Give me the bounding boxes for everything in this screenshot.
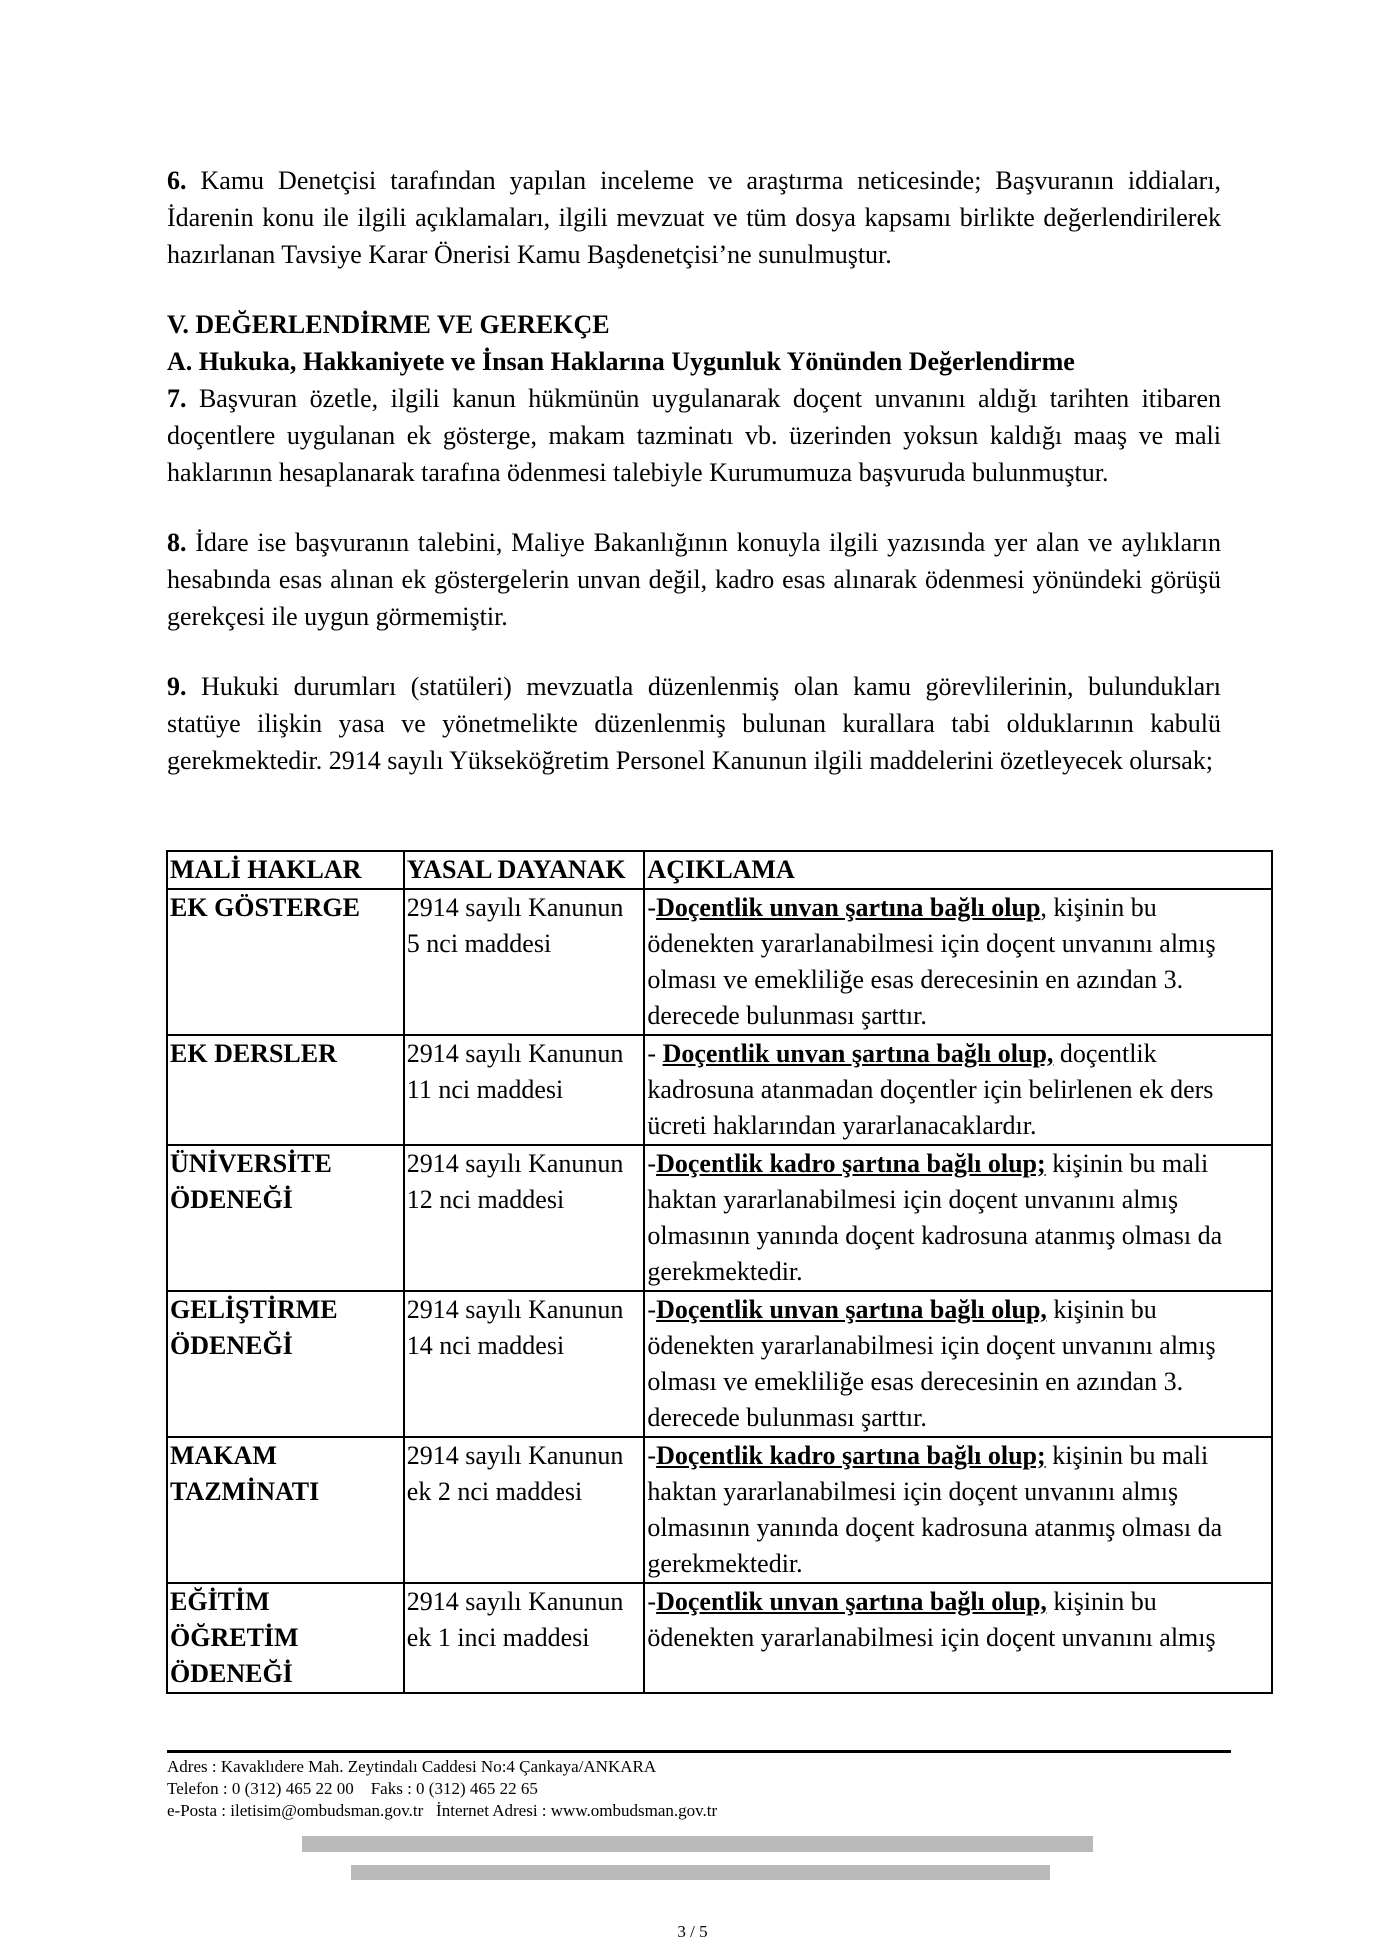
cell-description [644, 1035, 1272, 1145]
cell-legal-basis: 2914 sayılı Kanunun 5 nci maddesi [404, 889, 645, 1035]
paragraph-8 [167, 524, 1221, 635]
footer-phone: Telefon : 0 (312) 465 22 00 Faks : 0 (312) 465 22 65 [167, 1779, 538, 1798]
paragraph-7 [167, 380, 1221, 491]
paragraph-number: 8. [167, 528, 187, 557]
paragraph-text: İdare ise başvuranın talebini, Maliye Bakanlığının konuyla ilgili yazısında yer alan ve aylıkların hesabında esas alınan ek göstergelerin unvan değil, kadro esas alınarak ödenmesi yönündeki görüşü gerekçesi ile uygun görmemiştir. [167, 528, 1221, 631]
paragraph-number: 7. [167, 384, 187, 413]
paragraph-text: Başvuran özetle, ilgili kanun hükmünün uygulanarak doçent unvanını aldığı tarihten itibaren doçentlere uygulanan ek gösterge, makam tazminatı vb. üzerinden yoksun kaldığı maaş ve mali haklarının hesaplanarak tarafına ödenmesi talebiyle Kurumumuza başvuruda bulunmuştur. [167, 384, 1221, 487]
description-text: kişinin bu ödenekten yararlanabilmesi için doçent unvanını almış olması ve emekliliğe esas derecesinin en azından 3. derecede bulunması şarttır. [647, 1295, 1216, 1432]
cell-legal-basis: 2914 sayılı Kanunun ek 1 inci maddesi [404, 1583, 645, 1693]
cell-right-name: ÜNİVERSİTE ÖDENEĞİ [167, 1145, 404, 1291]
description-prefix: - [647, 1039, 663, 1068]
description-prefix: - [647, 1441, 657, 1470]
cell-description [644, 1291, 1272, 1437]
description-prefix: - [647, 1149, 657, 1178]
paragraph-text: Kamu Denetçisi tarafından yapılan inceleme ve araştırma neticesinde; Başvuranın iddiaları, İdarenin konu ile ilgili açıklamaları, ilgili mevzuat ve tüm dosya kapsamı birlikte değerlendirilerek hazırlanan Tavsiye Karar Önerisi Kamu Başdenetçisi’ne sunulmuştur. [167, 166, 1221, 269]
gray-bar [351, 1865, 1050, 1880]
paragraph-text: Hukuki durumları (statüleri) mevzuatla düzenlenmiş olan kamu görevlilerinin, bulundukları statüye ilişkin yasa ve yönetmelikte düzenlenmiş bulunan kurallara tabi olduklarının kabulü gerekmektedir. 2914 sayılı Yükseköğretim Personel Kanunun ilgili maddelerini özetleyecek olursak; [167, 672, 1221, 775]
description-text: kişinin bu ödenekten yararlanabilmesi için doçent unvanını almış [647, 1587, 1216, 1652]
cell-legal-basis: 2914 sayılı Kanunun 11 nci maddesi [404, 1035, 645, 1145]
description-condition: Doçentlik kadro şartına bağlı olup; [656, 1441, 1046, 1470]
cell-right-name: MAKAM TAZMİNATI [167, 1437, 404, 1583]
cell-description [644, 889, 1272, 1035]
cell-description [644, 1583, 1272, 1693]
footer-divider [167, 1750, 1231, 1753]
cell-legal-basis: 2914 sayılı Kanunun 12 nci maddesi [404, 1145, 645, 1291]
cell-right-name: GELİŞTİRME ÖDENEĞİ [167, 1291, 404, 1437]
cell-right-name: EK GÖSTERGE [167, 889, 404, 1035]
paragraph-6 [167, 162, 1221, 273]
column-header-rights: MALİ HAKLAR [167, 851, 404, 889]
footer-email: e-Posta : iletisim@ombudsman.gov.tr İnternet Adresi : www.ombudsman.gov.tr [167, 1801, 718, 1820]
cell-legal-basis: 2914 sayılı Kanunun 14 nci maddesi [404, 1291, 645, 1437]
description-condition: Doçentlik kadro şartına bağlı olup; [656, 1149, 1046, 1178]
description-text: kişinin bu mali haktan yararlanabilmesi için doçent unvanını almış olmasının yanında doçent kadrosuna atanmış olması da gerekmektedir. [647, 1149, 1223, 1286]
table-row [167, 1437, 1272, 1583]
description-text: doçentlik kadrosuna atanmadan doçentler için belirlenen ek ders ücreti haklarından yararlanacaklardır. [647, 1039, 1214, 1140]
table-row [167, 1583, 1272, 1693]
section-heading: V. DEĞERLENDİRME VE GEREKÇE [167, 310, 610, 339]
description-prefix: - [647, 893, 657, 922]
description-condition: Doçentlik unvan şartına bağlı olup, [656, 1587, 1047, 1616]
description-text: kişinin bu mali haktan yararlanabilmesi için doçent unvanını almış olmasının yanında doçent kadrosuna atanmış olması da gerekmektedir. [647, 1441, 1223, 1578]
footer-address: Adres : Kavaklıdere Mah. Zeytindalı Caddesi No:4 Çankaya/ANKARA [167, 1757, 657, 1776]
cell-description [644, 1145, 1272, 1291]
gray-bar [302, 1836, 1093, 1852]
description-condition: Doçentlik unvan şartına bağlı olup, [662, 1039, 1054, 1068]
footer-contact [167, 1756, 717, 1822]
description-condition: Doçentlik unvan şartına bağlı olup [656, 893, 1041, 922]
table-row [167, 1291, 1272, 1437]
description-prefix: - [647, 1587, 657, 1616]
paragraph-number: 6. [167, 166, 187, 195]
page-number: 3 / 5 [677, 1922, 708, 1941]
paragraph-number: 9. [167, 672, 187, 701]
table-header-row [167, 851, 1272, 889]
financial-rights-table [166, 850, 1273, 1694]
description-condition: Doçentlik unvan şartına bağlı olup, [656, 1295, 1047, 1324]
table-row [167, 1145, 1272, 1291]
description-text: , kişinin bu ödenekten yararlanabilmesi için doçent unvanını almış olması ve emekliliğe esas derecesinin en azından 3. derecede bulunması şarttır. [647, 893, 1216, 1030]
column-header-legal-basis: YASAL DAYANAK [404, 851, 645, 889]
cell-right-name: EĞİTİM ÖĞRETİM ÖDENEĞİ [167, 1583, 404, 1693]
cell-description [644, 1437, 1272, 1583]
column-header-description: AÇIKLAMA [644, 851, 1272, 889]
table-row [167, 889, 1272, 1035]
cell-right-name: EK DERSLER [167, 1035, 404, 1145]
description-prefix: - [647, 1295, 657, 1324]
cell-legal-basis: 2914 sayılı Kanunun ek 2 nci maddesi [404, 1437, 645, 1583]
subsection-heading: A. Hukuka, Hakkaniyete ve İnsan Haklarına Uygunluk Yönünden Değerlendirme [167, 347, 1075, 376]
table-row [167, 1035, 1272, 1145]
paragraph-9 [167, 668, 1221, 779]
